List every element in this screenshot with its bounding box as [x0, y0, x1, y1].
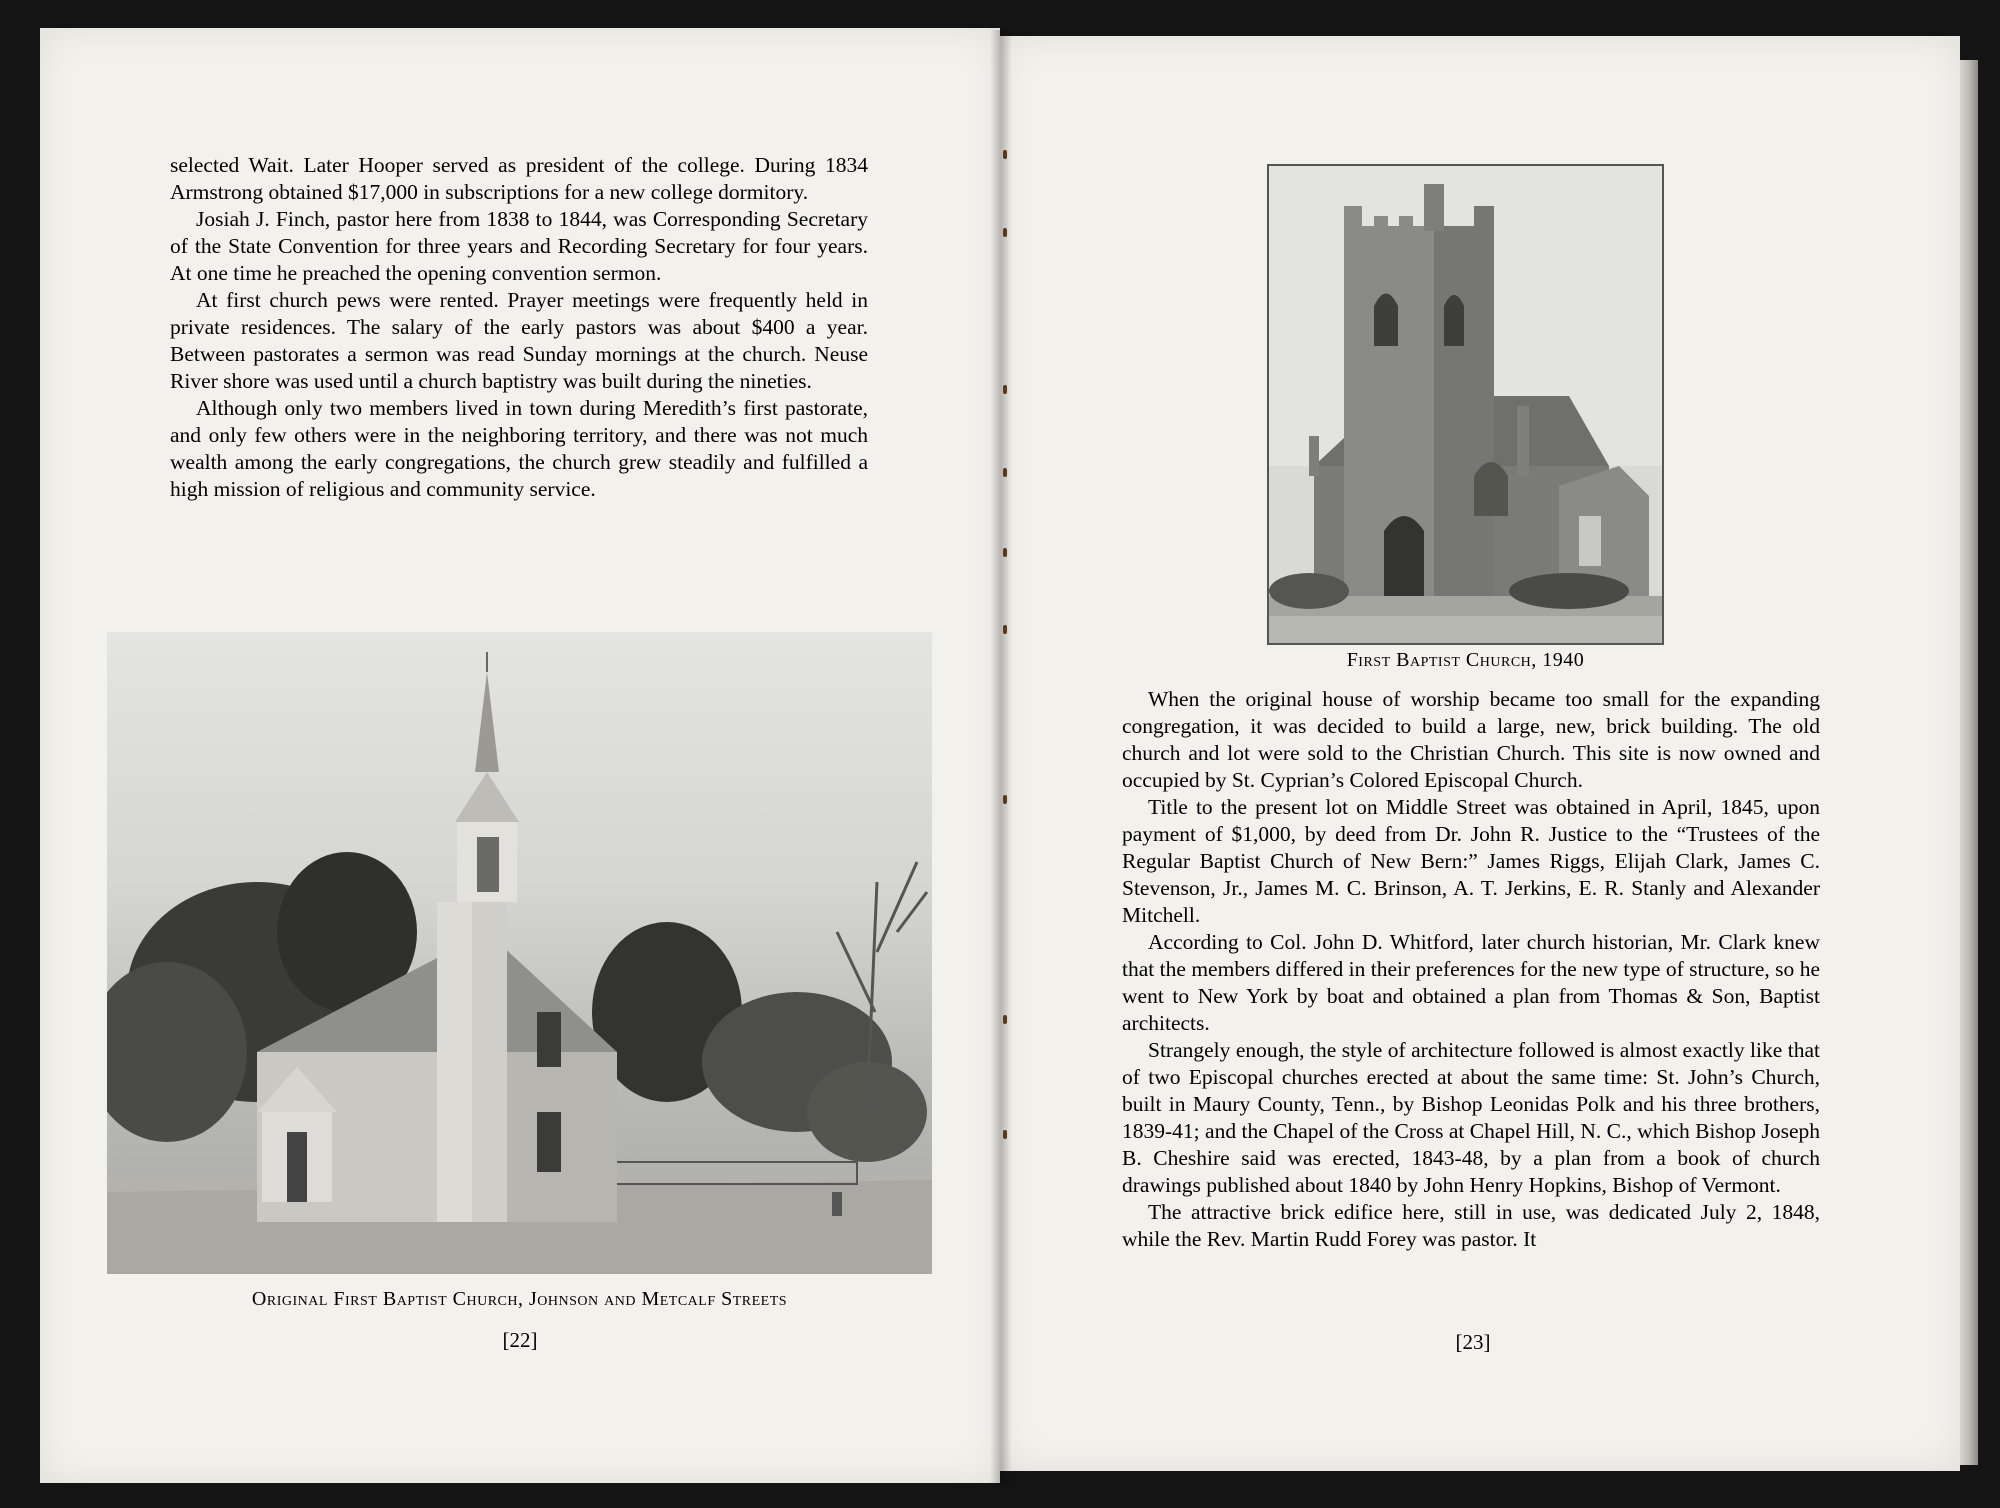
book-gutter: [990, 30, 1012, 1485]
brick-church-illustration: [1269, 166, 1662, 643]
page-edges: [1960, 60, 1978, 1465]
paragraph: The attractive brick edifice here, still in use, was dedicated July 2, 1848, while the Rev. Martin Rudd Forey was pastor. It: [1122, 1200, 1820, 1251]
paragraph: When the original house of worship became too small for the expanding congregation, it was decided to build a large, new, brick building. The old church and lot were sold to the Christian Church. This site is now owned and occupied by St. Cyprian’s Colored Episcopal Church.: [1122, 687, 1820, 792]
binding-stitch: [1003, 1015, 1007, 1024]
original-church-illustration: [107, 632, 932, 1274]
paragraph: Strangely enough, the style of architecture followed is almost exactly like that of two Episcopal churches erected at about the same time: St. John’s Church, built in Maury County, Tenn., by Bishop Leonidas Polk and his three brothers, 1839-41; and the Chapel of the Cross at Chapel Hill, N. C., which Bishop Joseph B. Cheshire said was erected, 1843-48, by a plan from a book of church drawings published about 1840 by John Henry Hopkins, Bishop of Vermont.: [1122, 1038, 1820, 1197]
page-number: [22]: [502, 1328, 538, 1352]
binding-stitch: [1003, 548, 1007, 557]
paragraph: Josiah J. Finch, pastor here from 1838 to 1844, was Corresponding Secretary of the State Convention for three years and Recording Secretary for four years. At one time he preached the opening convention sermon.: [170, 207, 868, 285]
binding-stitch: [1003, 795, 1007, 804]
binding-stitch: [1003, 385, 1007, 394]
left-page-body: [170, 152, 868, 503]
paragraph: selected Wait. Later Hooper served as president of the college. During 1834 Armstrong obtained $17,000 in subscriptions for a new college dormitory.: [170, 153, 868, 204]
binding-stitch: [1003, 1130, 1007, 1139]
paragraph: At first church pews were rented. Prayer meetings were frequently held in private residences. The salary of the early pastors was about $400 a year. Between pastorates a sermon was read Sunday mornings at the church. Neuse River shore was used until a church baptistry was built during the nineties.: [170, 288, 868, 393]
binding-stitch: [1003, 150, 1007, 159]
paragraph: Although only two members lived in town during Meredith’s first pastorate, and only few others were in the neighboring territory, and there was not much wealth among the early congregations, the church grew steadily and fulfilled a high mission of religious and community service.: [170, 396, 868, 501]
binding-stitch: [1003, 228, 1007, 237]
paragraph: According to Col. John D. Whitford, later church historian, Mr. Clark knew that the members differed in their preferences for the new type of structure, so he went to New York by boat and obtained a plan from Thomas & Son, Baptist architects.: [1122, 930, 1820, 1035]
right-page-body: [1122, 686, 1820, 1253]
left-photo-caption: Original First Baptist Church, Johnson and Metcalf Streets: [251, 1288, 788, 1310]
binding-stitch: [1003, 468, 1007, 477]
page-number: [23]: [1455, 1330, 1491, 1354]
paragraph: Title to the present lot on Middle Street was obtained in April, 1845, upon payment of $1,000, by deed from Dr. John R. Justice to the “Trustees of the Regular Baptist Church of New Bern:” James Riggs, Elijah Clark, James C. Stevenson, Jr., James M. C. Brinson, A. T. Jerkins, E. R. Stanly and Alexander Mitchell.: [1122, 795, 1820, 927]
brick-church-photo: [1267, 164, 1664, 645]
binding-stitch: [1003, 625, 1007, 634]
right-photo-caption: First Baptist Church, 1940: [1346, 649, 1585, 671]
original-church-photo: [107, 632, 932, 1274]
